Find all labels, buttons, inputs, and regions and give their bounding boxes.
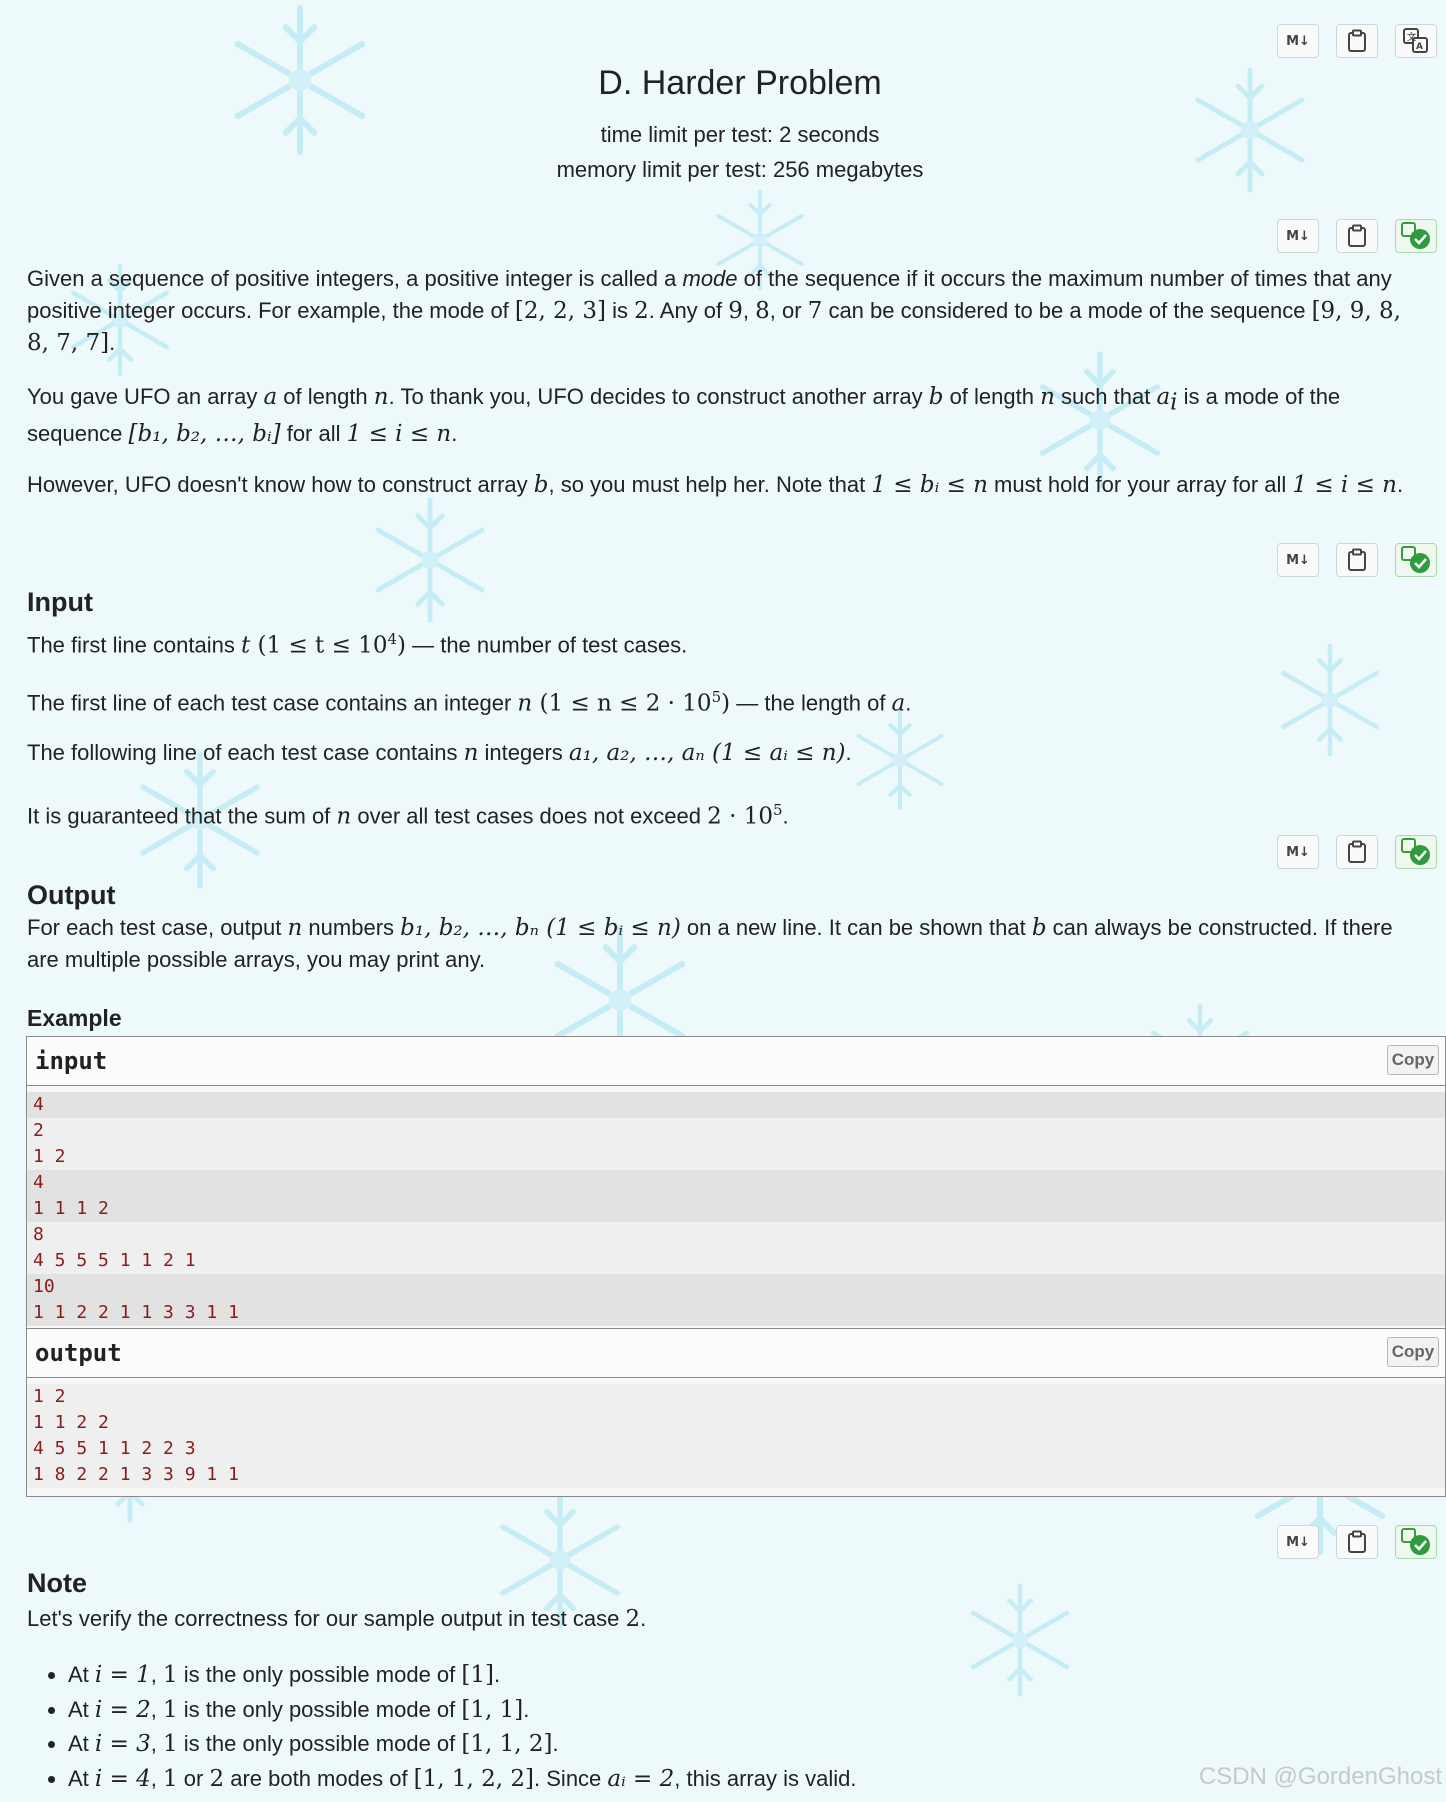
input-line-3: The following line of each test case contains n integers a₁, a₂, …, aₙ (1 ≤ aᵢ ≤ n). (27, 740, 852, 766)
output-row: 1 2 (27, 1384, 1445, 1410)
input-row: 4 5 5 5 1 1 2 1 (27, 1248, 1445, 1274)
markdown-icon: M↓ (1286, 33, 1310, 49)
list-item: • At i = 1, 1 is the only possible mode of [1]. (68, 1658, 1418, 1693)
clipboard-button[interactable] (1336, 219, 1378, 253)
clipboard-button[interactable] (1336, 543, 1378, 577)
clipboard-icon (1347, 29, 1367, 53)
translated-button[interactable] (1395, 835, 1437, 869)
output-row: 4 5 5 1 1 2 2 3 (27, 1436, 1445, 1462)
markdown-button[interactable] (1277, 835, 1319, 869)
statement-paragraph-2: You gave UFO an array a of length n. To thank you, UFO decides to construct another array b of length n such that $a_i$ is a mode of the sequence [b₁, b₂, …, bᵢ] for all 1 ≤ i ≤ n. (27, 384, 1341, 448)
copy-input-button[interactable]: Copy (1387, 1045, 1439, 1075)
translated-check-icon (1401, 546, 1431, 574)
output-row: 1 1 2 2 (27, 1410, 1445, 1436)
input-line-1: The first line contains t $(1 \le t \le 10^4)$ — the number of test cases. (27, 630, 688, 659)
sample-output-title: output (35, 1339, 122, 1367)
copy-output-button[interactable]: Copy (1387, 1337, 1439, 1367)
translated-check-icon (1401, 838, 1431, 866)
statement-paragraph-3: However, UFO doesn't know how to construct array b, so you must help her. Note that 1 ≤ bᵢ ≤ n must hold for your array for all 1 ≤ i ≤ n. (27, 472, 1404, 498)
svg-text:A: A (1416, 42, 1423, 52)
clipboard-icon (1347, 548, 1367, 572)
sample-input-box (26, 1036, 1446, 1335)
input-row: 1 1 1 2 (27, 1196, 1445, 1222)
input-row: 4 (27, 1170, 1445, 1196)
watermark: CSDN @GordenGhost (1198, 1763, 1442, 1790)
clipboard-button[interactable] (1336, 835, 1378, 869)
svg-text:文: 文 (1407, 33, 1417, 43)
example-heading: Example (27, 1005, 122, 1031)
input-row: 1 2 (27, 1144, 1445, 1170)
translated-button[interactable] (1395, 219, 1437, 253)
markdown-button[interactable] (1277, 543, 1319, 577)
note-heading: Note (27, 1568, 87, 1598)
input-line-2: The first line of each test case contains an integer n $(1 \le n \le 2 \cdot 10^5)$ — the length of a. (27, 688, 912, 717)
input-row: 10 (27, 1274, 1445, 1300)
clipboard-icon (1347, 224, 1367, 248)
header-toolbar (1277, 24, 1437, 58)
list-item: • At i = 4, 1 or 2 are both modes of [1, 1, 2, 2]. Since aᵢ = 2, this array is valid. (68, 1762, 1418, 1797)
input-heading: Input (27, 587, 93, 617)
markdown-icon: M↓ (1286, 228, 1310, 244)
translated-check-icon (1401, 1528, 1431, 1556)
sample-output-content[interactable] (27, 1378, 1445, 1496)
input-row: 4 (27, 1092, 1445, 1118)
problem-title: D. Harder Problem (598, 64, 882, 102)
sample-input-title: input (35, 1047, 108, 1075)
translated-button[interactable] (1395, 543, 1437, 577)
memory-limit: memory limit per test: 256 megabytes (556, 157, 924, 182)
markdown-icon: M↓ (1286, 844, 1310, 860)
output-description: For each test case, output n numbers b₁, b₂, …, bₙ (1 ≤ bᵢ ≤ n) on a new line. It can be shown that b can always be constructed. If there are multiple possible arrays, you may print any. (27, 915, 1393, 972)
sample-input-header (27, 1037, 1445, 1086)
clipboard-button[interactable] (1336, 24, 1378, 58)
translate-button[interactable] (1395, 24, 1437, 58)
time-limit: time limit per test: 2 seconds (600, 122, 880, 147)
sample-output-box (26, 1328, 1446, 1497)
markdown-icon: M↓ (1286, 552, 1310, 568)
clipboard-icon (1347, 1530, 1367, 1554)
note-intro: Let's verify the correctness for our sample output in test case 2. (27, 1606, 647, 1632)
translated-check-icon (1401, 222, 1431, 250)
note-toolbar (1277, 1525, 1437, 1559)
input-row: 8 (27, 1222, 1445, 1248)
markdown-button[interactable] (1277, 24, 1319, 58)
clipboard-button[interactable] (1336, 1525, 1378, 1559)
markdown-button[interactable] (1277, 219, 1319, 253)
output-toolbar (1277, 835, 1437, 869)
input-row: 1 1 2 2 1 1 3 3 1 1 (27, 1300, 1445, 1326)
output-heading: Output (27, 880, 116, 910)
clipboard-icon (1347, 840, 1367, 864)
statement-toolbar (1277, 219, 1437, 253)
input-toolbar (1277, 543, 1437, 577)
mode-term: mode (682, 266, 738, 291)
output-row: 1 8 2 2 1 3 3 9 1 1 (27, 1462, 1445, 1488)
statement-paragraph-1: Given a sequence of positive integers, a positive integer is called a mode of the sequence if it occurs the maximum number of times that any positive integer occurs. For example, the mode of [2, 2, 3] is 2. Any of 9, 8, or 7 can be considered to be a mode of the sequence [9, 9, 8, 8, 7, 7]. (27, 266, 1401, 356)
translated-button[interactable] (1395, 1525, 1437, 1559)
list-item: • At i = 2, 1 is the only possible mode of [1, 1]. (68, 1693, 1418, 1728)
markdown-button[interactable] (1277, 1525, 1319, 1559)
markdown-icon: M↓ (1286, 1534, 1310, 1550)
sample-output-header (27, 1329, 1445, 1378)
list-item: • At i = 3, 1 is the only possible mode of [1, 1, 2]. (68, 1727, 1418, 1762)
sample-input-content[interactable] (27, 1086, 1445, 1334)
translate-icon (1403, 28, 1429, 54)
input-line-4: It is guaranteed that the sum of n over all test cases does not exceed $2 \cdot 10^5$. (27, 801, 789, 830)
input-row: 2 (27, 1118, 1445, 1144)
